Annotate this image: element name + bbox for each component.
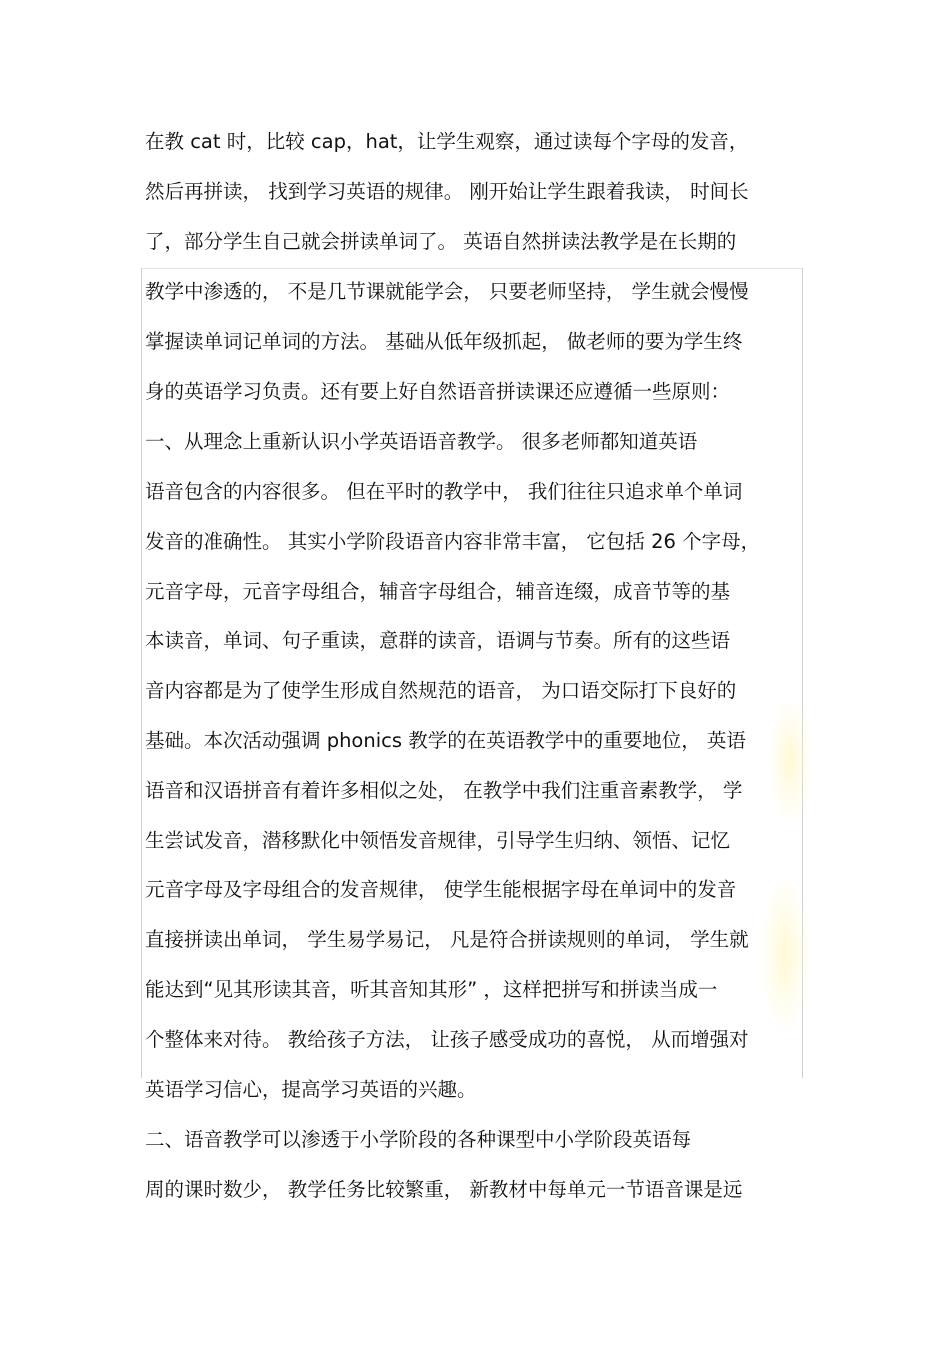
text-line: 直接拼读出单词， 学生易学易记， 凡是符合拼读规则的单词， 学生就 bbox=[145, 928, 749, 951]
text-line: 然后再拼读， 找到学习英语的规律。 刚开始让学生跟着我读， 时间长 bbox=[145, 180, 749, 203]
text-line: 个整体来对待。 教给孩子方法， 让孩子感受成功的喜悦， 从而增强对 bbox=[145, 1028, 749, 1051]
text-line: 元音字母及字母组合的发音规律， 使学生能根据字母在单词中的发音 bbox=[145, 878, 737, 901]
text-line: 音内容都是为了使学生形成自然规范的语音， 为口语交际打下良好的 bbox=[145, 679, 737, 702]
text-line: 了，部分学生自己就会拼读单词了。 英语自然拼读法教学是在长期的 bbox=[145, 230, 737, 253]
text-line: 基础。本次活动强调 phonics 教学的在英语教学中的重要地位， 英语 bbox=[145, 729, 746, 752]
text-line: 生尝试发音，潜移默化中领悟发音规律，引导学生归纳、领悟、记忆 bbox=[145, 829, 731, 852]
text-line: 身的英语学习负责。还有要上好自然语音拼读课还应遵循一些原则： bbox=[145, 380, 731, 403]
stain-mark bbox=[770, 700, 810, 820]
text-line: 发音的准确性。 其实小学阶段语音内容非常丰富， 它包括 26 个字母， bbox=[145, 530, 761, 553]
text-line: 本读音，单词、句子重读，意群的读音，语调与节奏。所有的这些语 bbox=[145, 629, 731, 652]
stain-mark bbox=[762, 880, 808, 1030]
text-line: 一、从理念上重新认识小学英语语音教学。 很多老师都知道英语 bbox=[145, 430, 698, 453]
text-line: 教学中渗透的， 不是几节课就能学会， 只要老师坚持， 学生就会慢慢 bbox=[145, 280, 749, 303]
text-line: 元音字母，元音字母组合，辅音字母组合，辅音连缀，成音节等的基 bbox=[145, 580, 731, 603]
text-line: 英语学习信心，提高学习英语的兴趣。 bbox=[145, 1078, 477, 1101]
text-line: 周的课时数少， 教学任务比较繁重， 新教材中每单元一节语音课是远 bbox=[145, 1178, 743, 1201]
text-line: 在教 cat 时，比较 cap，hat，让学生观察，通过读每个字母的发音， bbox=[145, 130, 749, 153]
text-line: 二、语音教学可以渗透于小学阶段的各种课型中小学阶段英语每 bbox=[145, 1128, 692, 1151]
text-line: 掌握读单词记单词的方法。 基础从低年级抓起， 做老师的要为学生终 bbox=[145, 330, 743, 353]
text-line: 能达到“见其形读其音，听其音知其形” ，这样把拼写和拼读当成一 bbox=[145, 978, 718, 1001]
text-line: 语音和汉语拼音有着许多相似之处， 在教学中我们注重音素教学， 学 bbox=[145, 779, 743, 802]
text-line: 语音包含的内容很多。 但在平时的教学中， 我们往往只追求单个单词 bbox=[145, 480, 743, 503]
